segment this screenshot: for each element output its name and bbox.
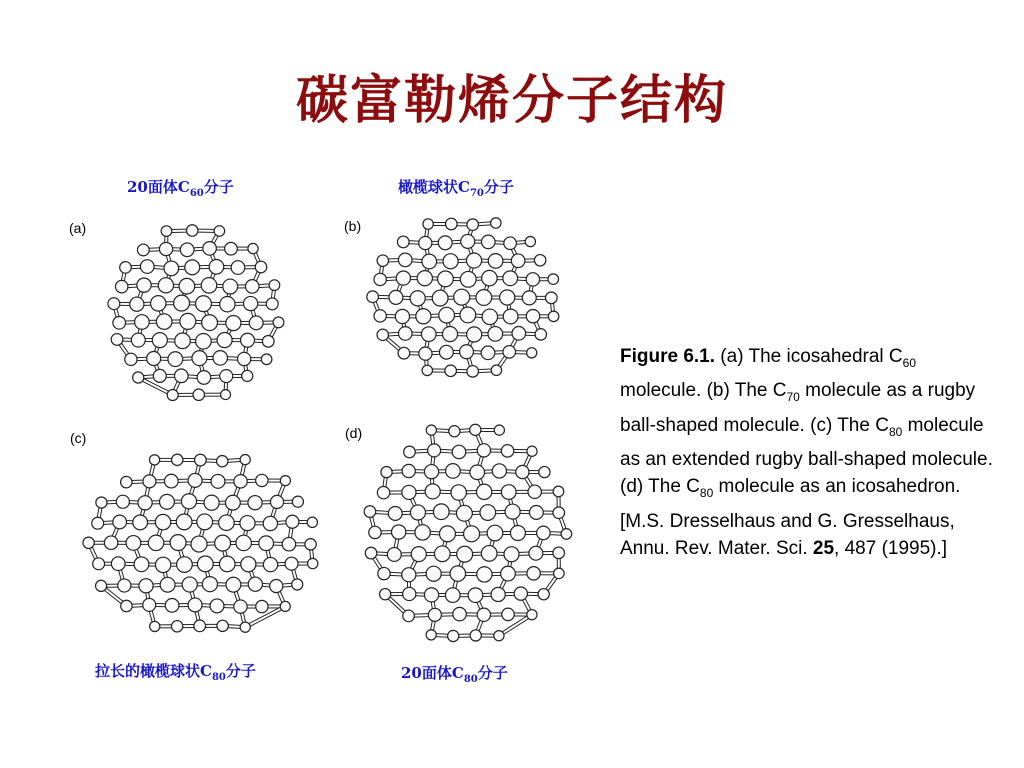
panel-label-b: (b) — [344, 218, 362, 234]
panel-label-c: (c) — [70, 430, 87, 446]
panel-label-d: (d) — [345, 425, 363, 441]
c60-molecule-image — [92, 212, 294, 414]
figure-description: Figure 6.1. (a) The icosahedral $C_{60}$ molecule. (b) The $C_{70}$ molecule as a rugby ball-shaped molecule. (c) The $C_{80}$ molecule as an extended rugby ball-shaped molecule. (d) The $C_{80}$ molecule as an icosahedron. [M.S. Dresselhaus and G. Gresselhaus, Annu. Rev. Mater. Sci. 25, 487 (1995).] — [620, 346, 993, 560]
slide-title: 碳富勒烯分子结构 — [295, 70, 728, 131]
panel-label-a: (a) — [69, 220, 87, 236]
caption-d: 20面体$C_{80}$分子 — [401, 664, 508, 685]
caption-c: 拉长的橄榄球状$C_{80}$分子 — [95, 662, 256, 683]
figure-label: Figure 6.1. — [620, 346, 716, 367]
c80-icosahedral-molecule-image — [347, 410, 583, 656]
c80-elongated-molecule-image — [68, 440, 332, 647]
caption-a: 20面体$C_{60}$分子 — [127, 178, 234, 199]
figure-reference: [M.S. Dresselhaus and G. Gresselhaus, Annu. Rev. Mater. Sci. — [620, 510, 955, 560]
c70-molecule-image — [352, 205, 572, 390]
caption-b: 橄榄球状$C_{70}$分子 — [398, 178, 514, 199]
